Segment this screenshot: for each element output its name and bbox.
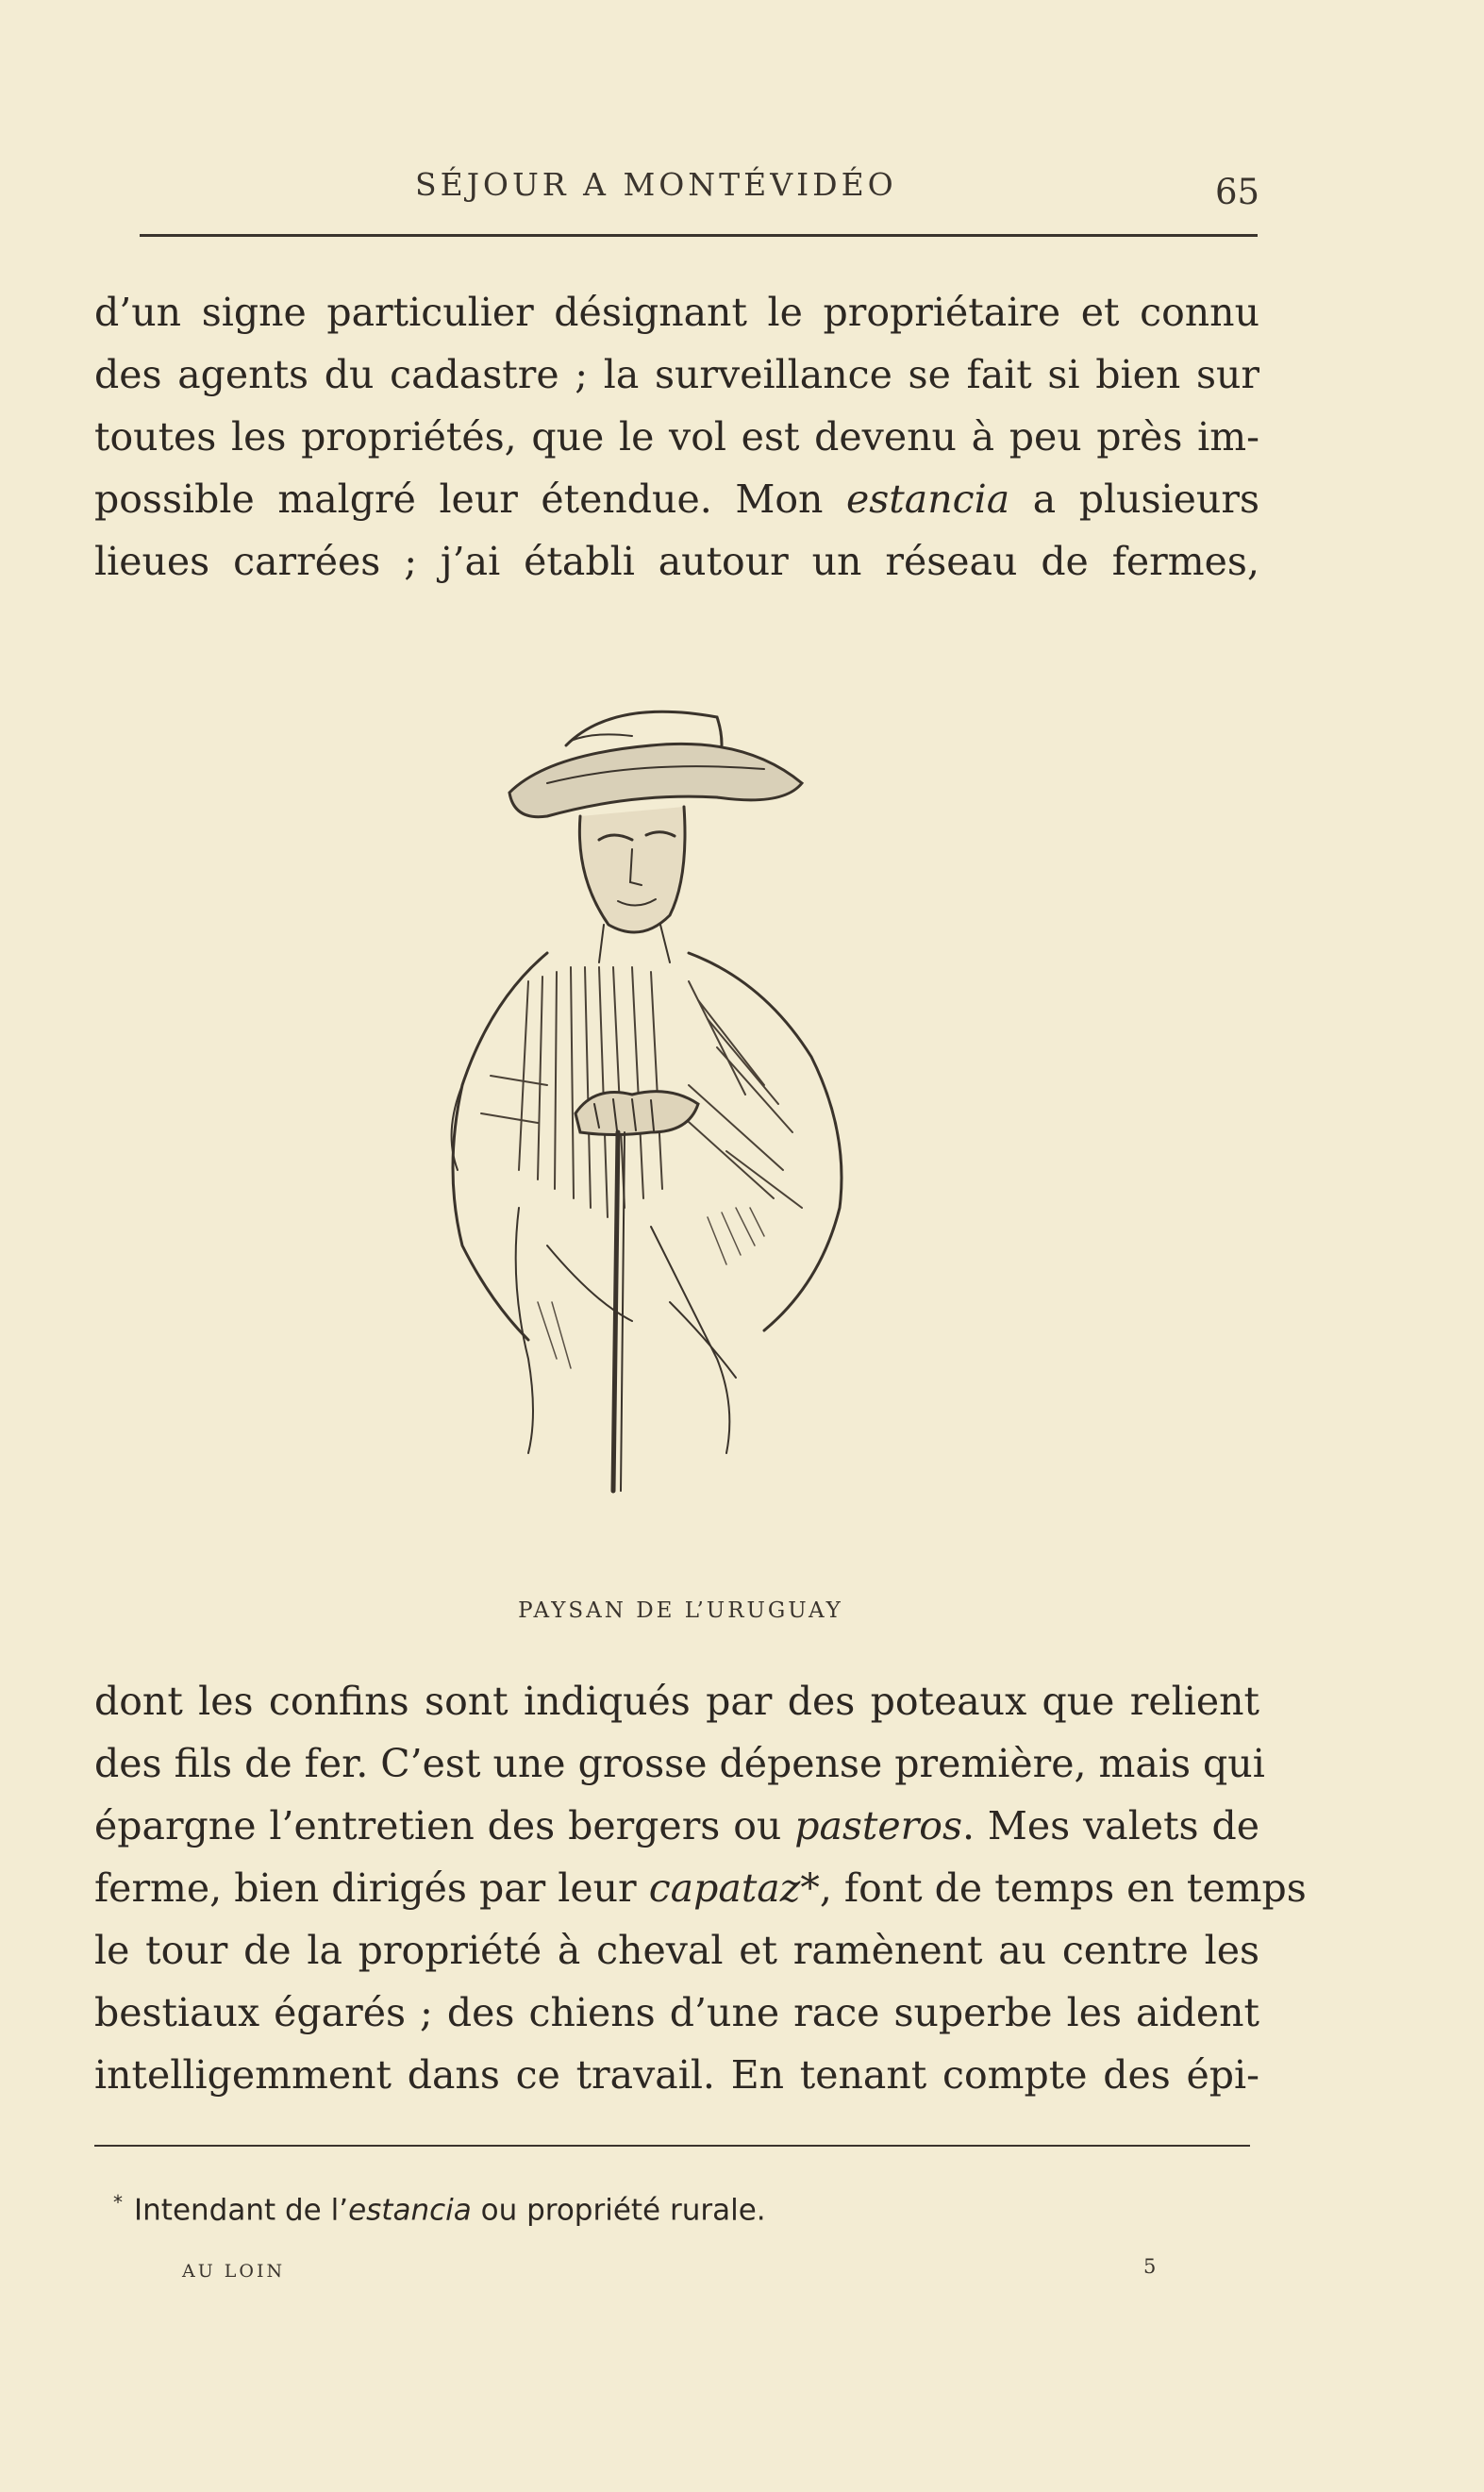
running-title: SÉJOUR A MONTÉVIDÉO xyxy=(415,166,897,203)
text-line: d’un signe particulier désignant le propriétaire et connu xyxy=(94,290,1259,335)
text-line: des fils de fer. C’est une grosse dépense première, mais qui xyxy=(94,1741,1265,1786)
text-segment: a plusieurs xyxy=(1032,477,1259,522)
signature-label: AU LOIN xyxy=(182,2261,286,2282)
text-segment: possible malgré leur étendue. Mon xyxy=(94,477,824,522)
text-segment: . Mes valets de xyxy=(962,1803,1259,1848)
footnote-italic: estancia xyxy=(348,2193,472,2228)
text-line xyxy=(94,468,1259,530)
text-segment: *, font de temps en temps xyxy=(800,1865,1307,1911)
text-line xyxy=(94,1857,1307,1919)
text-line: toutes les propriétés, que le vol est devenu à peu près im- xyxy=(94,414,1259,460)
signature-number: 5 xyxy=(1143,2255,1157,2278)
page-number: 65 xyxy=(1215,172,1260,212)
peasant-illustration xyxy=(406,642,953,1519)
caption-text: PAYSAN DE L’URUGUAY xyxy=(518,1598,843,1623)
italic-term: estancia xyxy=(846,477,1010,522)
italic-term: pasteros xyxy=(794,1803,962,1848)
footnote xyxy=(113,2191,766,2227)
peasant-drawing xyxy=(406,642,953,1519)
header-rule xyxy=(140,234,1258,237)
text-line: des agents du cadastre ; la surveillance se fait si bien sur xyxy=(94,352,1259,397)
paragraph-2 xyxy=(94,1670,1307,2106)
paragraph-1 xyxy=(94,281,1259,593)
footnote-mark: * xyxy=(113,2191,123,2214)
text-segment: épargne l’entretien des bergers ou xyxy=(94,1803,782,1848)
text-line: intelligemment dans ce travail. En tenant compte des épi- xyxy=(94,2052,1259,2098)
figure-caption xyxy=(0,1598,1484,1623)
text-line: le tour de la propriété à cheval et ramènent au centre les xyxy=(94,1928,1259,1973)
text-segment: ferme, bien dirigés par leur xyxy=(94,1865,637,1911)
text-line: dont les confins sont indiqués par des poteaux que relient xyxy=(94,1679,1259,1724)
text-line xyxy=(94,1795,1259,1857)
italic-term: capataz xyxy=(648,1865,801,1911)
text-line: bestiaux égarés ; des chiens d’une race superbe les aident xyxy=(94,1990,1259,2035)
footnote-text: ou propriété rurale. xyxy=(471,2193,766,2228)
footnote-rule xyxy=(94,2145,1250,2147)
text-line: lieues carrées ; j’ai établi autour un réseau de fermes, xyxy=(94,539,1259,584)
footnote-text: Intendant de l’ xyxy=(134,2193,349,2228)
